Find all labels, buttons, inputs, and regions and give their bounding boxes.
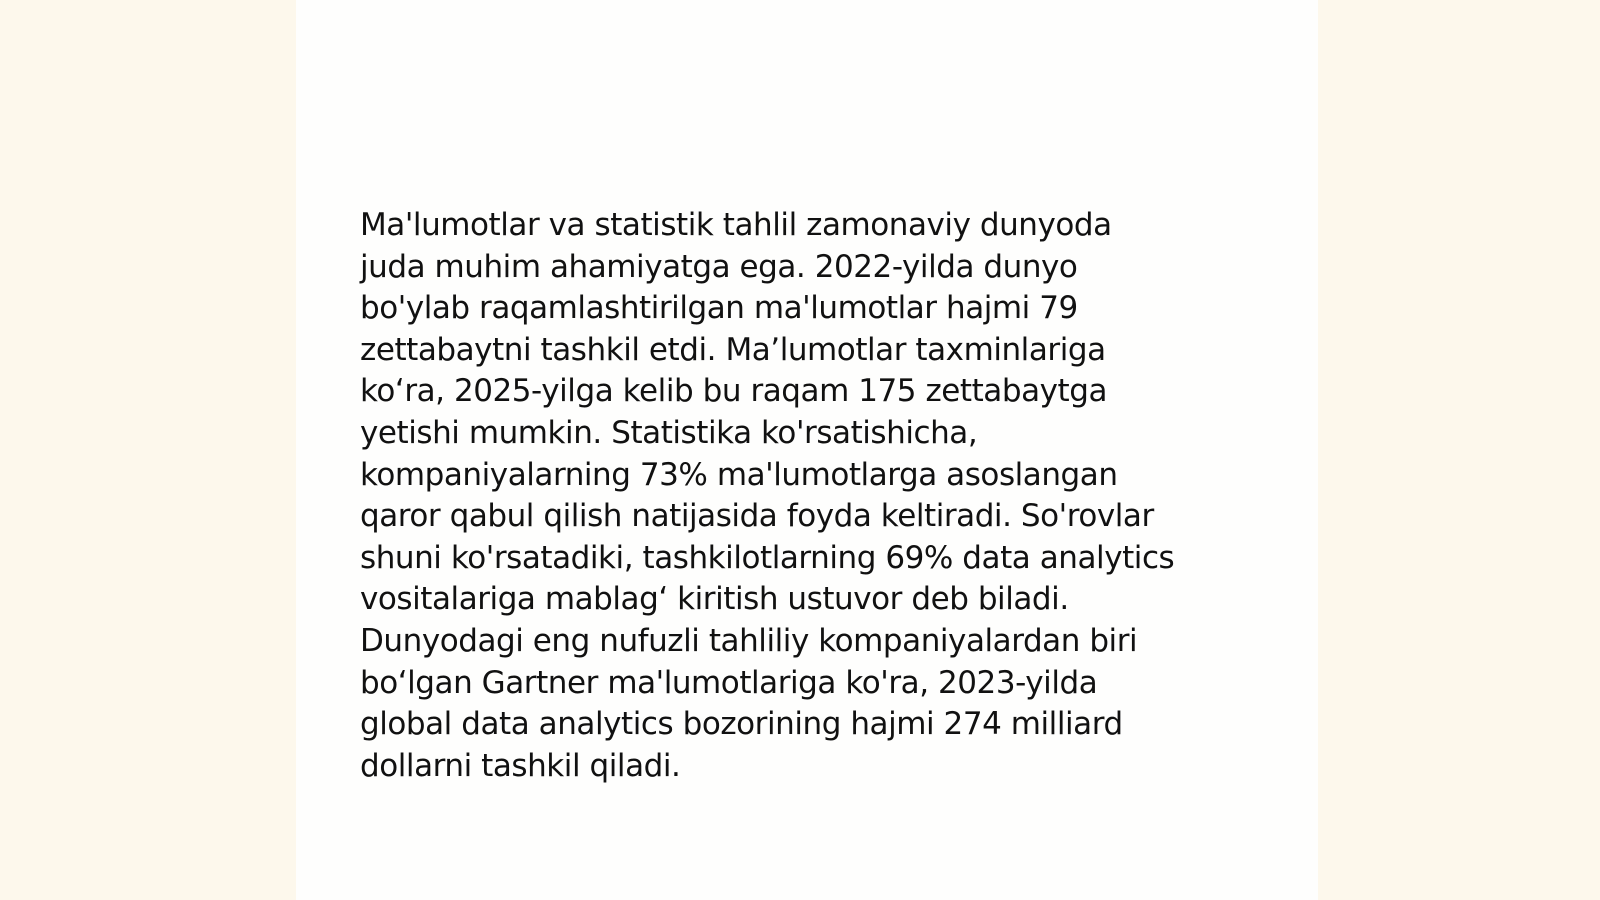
paragraph-line: juda muhim ahamiyatga ega. 2022-yilda dunyo xyxy=(360,248,1078,285)
paragraph-line: Ma'lumotlar va statistik tahlil zamonaviy dunyoda xyxy=(360,207,1112,243)
paragraph-line: Dunyodagi eng nufuzli tahliliy kompaniyalardan biri xyxy=(360,622,1138,659)
paragraph-line: zettabaytni tashkil etdi. Ma’lumotlar taxminlariga xyxy=(360,331,1106,368)
paragraph-line: yetishi mumkin. Statistika ko'rsatishicha, xyxy=(360,414,978,451)
paragraph-line: bo'ylab raqamlashtirilgan ma'lumotlar hajmi 79 xyxy=(360,290,1078,327)
paragraph-line: ko‘ra, 2025-yilga kelib bu raqam 175 zettabaytga xyxy=(360,373,1107,410)
paragraph-line: kompaniyalarning 73% ma'lumotlarga asoslangan xyxy=(360,456,1118,493)
paragraph-line: global data analytics bozorining hajmi 274 milliard xyxy=(360,706,1123,743)
body-paragraph xyxy=(360,205,1260,787)
paragraph-line: bo‘lgan Gartner ma'lumotlariga ko'ra, 2023-yilda xyxy=(360,664,1098,701)
paragraph-line: dollarni tashkil qiladi. xyxy=(360,747,681,784)
paragraph-line: qaror qabul qilish natijasida foyda keltiradi. So'rovlar xyxy=(360,498,1154,535)
paragraph-line: vositalariga mablag‘ kiritish ustuvor deb biladi. xyxy=(360,581,1069,618)
document-page xyxy=(296,0,1318,900)
paragraph-line: shuni ko'rsatadiki, tashkilotlarning 69% data analytics xyxy=(360,539,1175,576)
